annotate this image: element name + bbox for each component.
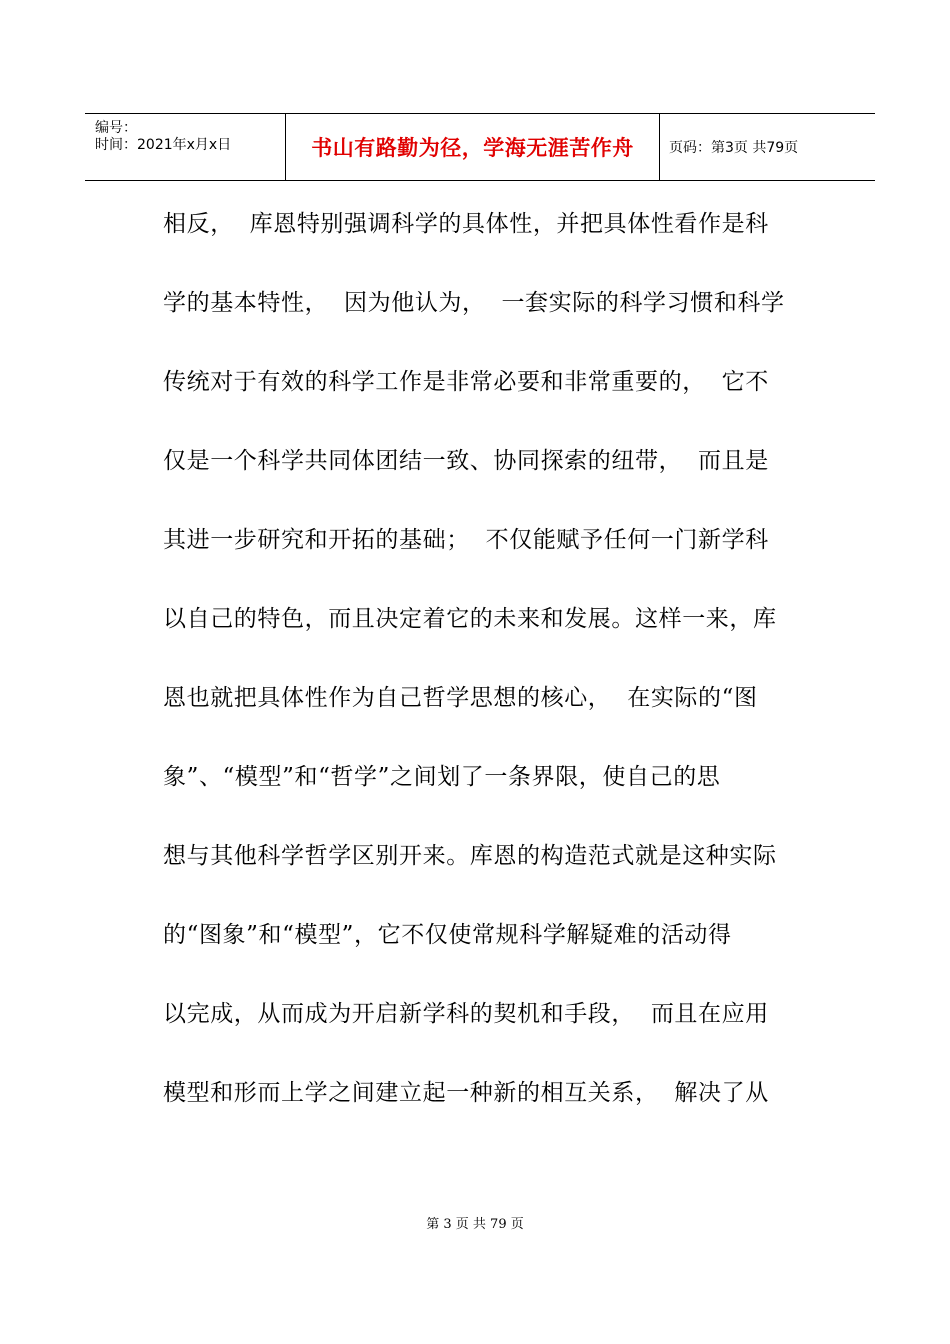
document-time-label: 时间：2021年x月x日 <box>95 137 232 153</box>
body-line: 模型和形而上学之间建立起一种新的相互关系， 解决了从 <box>163 1080 769 1106</box>
header-motto: 书山有路勤为径，学海无涯苦作舟 <box>311 136 634 160</box>
page-footer: 第 3 页 共 79 页 <box>426 1217 524 1232</box>
header-motto-cell <box>286 114 659 180</box>
body-line: 想与其他科学哲学区别开来。库恩的构造范式就是这种实际 <box>163 843 777 869</box>
body-line: 相反， 库恩特别强调科学的具体性，并把具体性看作是科 <box>163 211 769 237</box>
header-meta <box>85 114 285 180</box>
body-line: 恩也就把具体性作为自己哲学思想的核心， 在实际的“图 <box>163 685 758 711</box>
body-line: 其进一步研究和开拓的基础； 不仅能赋予任何一门新学科 <box>163 527 769 553</box>
body-line: 的“图象”和“模型”，它不仅使常规科学解疑难的活动得 <box>163 922 732 948</box>
body-line: 以自己的特色，而且决定着它的未来和发展。这样一来，库 <box>163 606 777 632</box>
body-paragraph <box>163 196 803 1144</box>
body-line: 学的基本特性， 因为他认为， 一套实际的科学习惯和科学 <box>163 290 785 316</box>
document-header <box>85 113 875 181</box>
header-page-cell <box>669 114 875 180</box>
header-page-code: 页码：第3页 共79页 <box>669 140 799 156</box>
body-line: 以完成，从而成为开启新学科的契机和手段， 而且在应用 <box>163 1001 769 1027</box>
body-line: 象”、“模型”和“哲学”之间划了一条界限，使自己的思 <box>163 764 721 790</box>
body-line: 仅是一个科学共同体团结一致、协同探索的纽带， 而且是 <box>163 448 769 474</box>
body-line: 传统对于有效的科学工作是非常必要和非常重要的， 它不 <box>163 369 769 395</box>
document-number-label: 编号： <box>95 120 137 136</box>
header-divider <box>659 114 660 180</box>
